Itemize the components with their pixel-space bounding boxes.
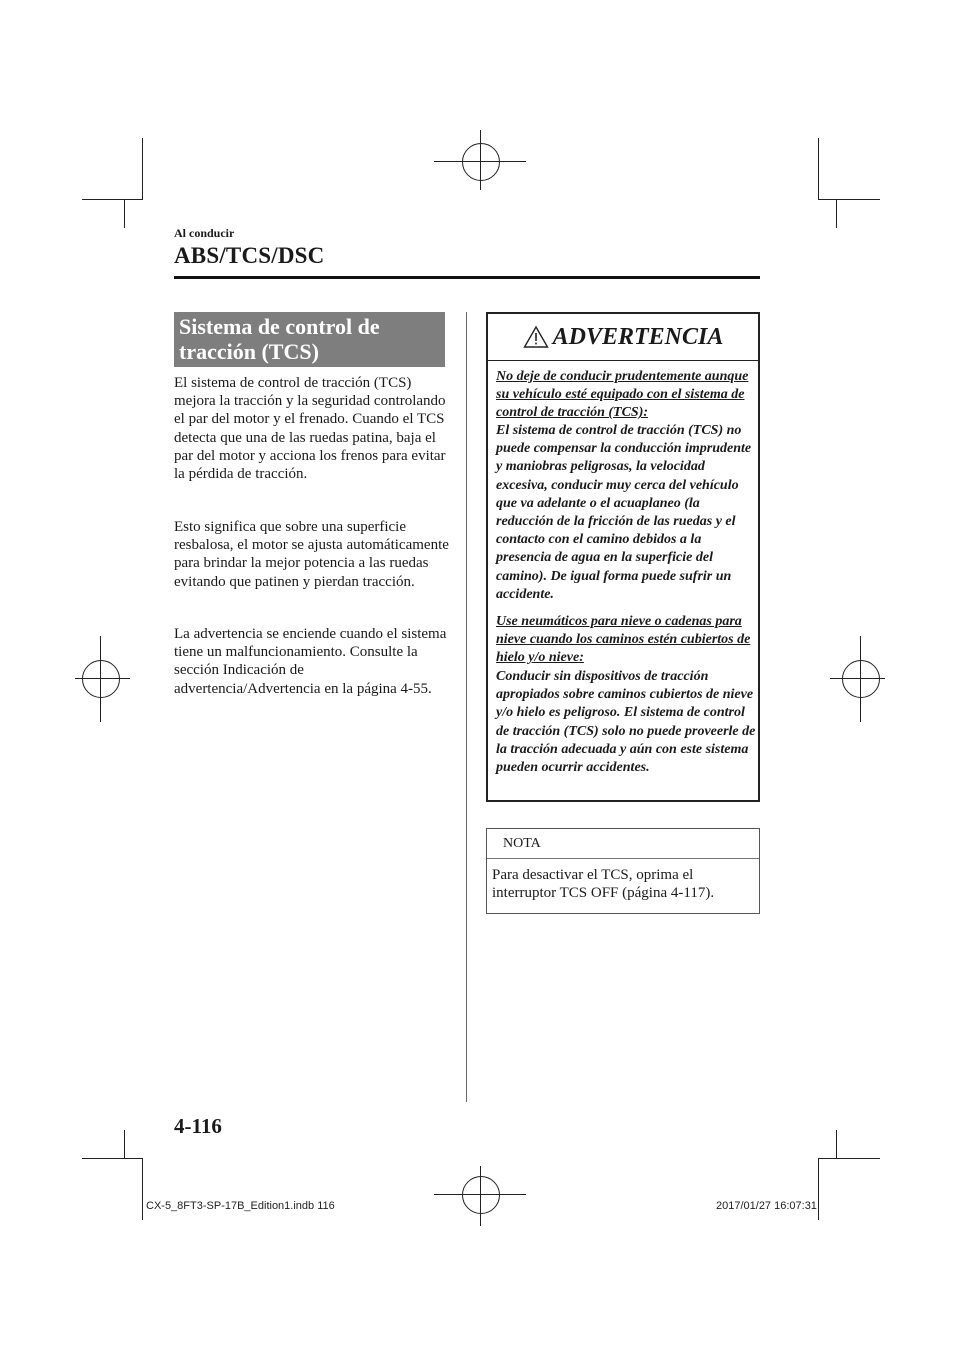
warning-title: ADVERTENCIA (552, 323, 724, 350)
note-text: Para desactivar el TCS, oprima el interruptor TCS OFF (página 4-117). (492, 867, 715, 902)
warning-text-snow: Conducir sin dispositivos de tracción apropiados sobre caminos cubiertos de nieve y/o hielo es peligroso. El sistema de control de tracción (TCS) solo no puede proveerle de la tracción adecuada y aún con este sistema pueden ocurrir accidentes. (496, 669, 756, 776)
page-number: 4-116 (174, 1114, 222, 1138)
section-banner (174, 312, 445, 367)
warning-box (486, 312, 760, 802)
banner-title-line1: Sistema de control de (179, 314, 380, 339)
warning-triangle-icon (523, 325, 549, 349)
note-box (486, 828, 760, 914)
footer-timestamp: 2017/01/27 16:07:31 (716, 1200, 817, 1212)
paragraph-intro: El sistema de control de tracción (TCS) mejora la tracción y la seguridad controlando el par del motor y el frenado. Cuando el TCS detecta que una de las ruedas patina, baja el par del motor y acciona los frenos para evitar la pérdida de tracción. (174, 375, 446, 483)
warning-heading-snow: Use neumáticos para nieve o cadenas para nieve cuando los caminos estén cubiertos de hielo y/o nieve: (496, 614, 751, 666)
warning-text-prudent: El sistema de control de tracción (TCS) no puede compensar la conducción imprudente y maniobras peligrosas, la velocidad excesiva, conducir muy cerca del vehículo que va adelante o el acuaplaneo (la reducción de la fricción de las ruedas y el contacto con el camino debidos a la presencia de agua en la superficie del camino). De igual forma puede sufrir un accidente. (496, 423, 752, 602)
paragraph-slippery-surface: Esto significa que sobre una superficie resbalosa, el motor se ajusta automáticamente para brindar la mejor potencia a las ruedas evitando que patinen y pierdan tracción. (174, 519, 449, 590)
header-rule (174, 276, 760, 279)
paragraph-malfunction: La advertencia se enciende cuando el sistema tiene un malfuncionamiento. Consulte la sección Indicación de advertencia/Advertencia en la página 4-55. (174, 626, 447, 697)
section-title: ABS/TCS/DSC (174, 243, 325, 268)
banner-title-line2: tracción (TCS) (179, 339, 319, 364)
column-divider (466, 312, 467, 1102)
section-label: Al conducir (174, 226, 235, 240)
note-title: NOTA (487, 829, 759, 859)
warning-heading-prudent: No deje de conducir prudentemente aunque su vehículo esté equipado con el sistema de control de tracción (TCS): (496, 369, 749, 421)
footer-file-name: CX-5_8FT3-SP-17B_Edition1.indb 116 (146, 1200, 335, 1212)
warning-header (488, 314, 758, 361)
